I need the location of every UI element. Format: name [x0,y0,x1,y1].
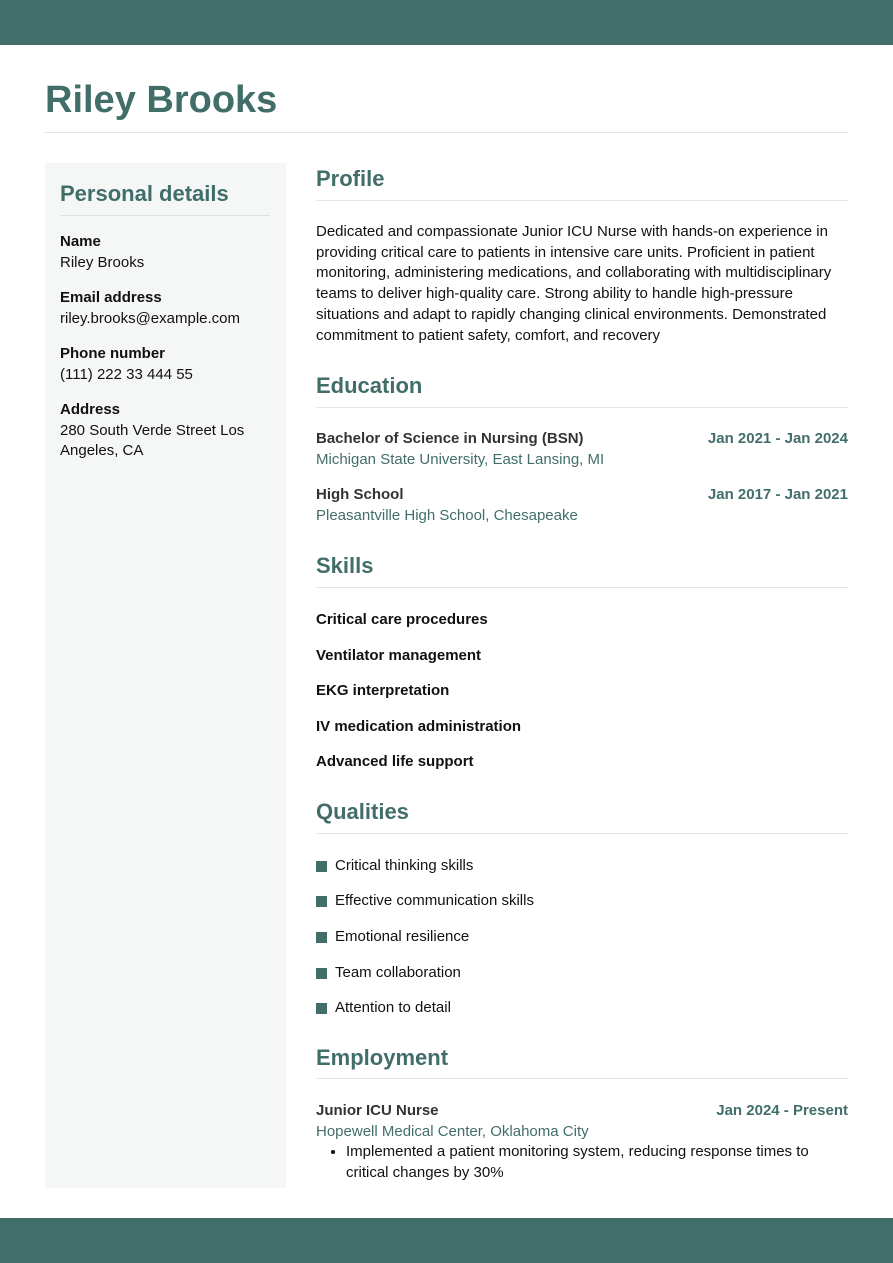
personal-details-heading: Personal details [60,181,229,206]
degree-title: Bachelor of Science in Nursing (BSN) [316,430,584,447]
skills-heading: Skills [316,553,374,578]
detail-value: riley.brooks@example.com [60,309,241,327]
detail-label: Phone number [60,345,166,362]
bottom-color-band [0,1218,893,1263]
quality-text: Attention to detail [335,999,451,1016]
square-bullet-icon [316,896,327,907]
quality-text: Effective communication skills [335,892,534,909]
detail-value: (111) 222 33 444 55 [60,365,193,383]
quality-item [316,963,461,983]
skill-item: Advanced life support [316,753,474,770]
profile-text: Dedicated and compassionate Junior ICU Nurse with hands-on experience in providing critical care to patients in intensive care units. Proficient in patient monitoring, administering medications, and collaborating with multidisciplinary teams to deliver high-quality care. Strong ability to handle high-pressure situations and adapt to rapidly changing clinical environments. Demonstrated commitment to patient safety, comfort, and recovery [316,223,832,344]
skill-item: IV medication administration [316,718,522,735]
education-item [316,485,848,526]
education-dates: Jan 2021 - Jan 2024 [707,430,848,447]
quality-item [316,998,451,1018]
detail-address [60,400,270,462]
education-divider [316,407,848,408]
skill-item: EKG interpretation [316,682,450,699]
quality-text: Emotional resilience [335,928,470,945]
quality-text: Critical thinking skills [335,857,474,874]
qualities-divider [316,833,848,834]
square-bullet-icon [316,932,327,943]
employment-divider [316,1078,848,1079]
employment-item [316,1101,848,1184]
education-dates: Jan 2017 - Jan 2021 [707,486,848,503]
detail-phone [60,344,270,385]
quality-text: Team collaboration [335,964,461,981]
sidebar-divider [60,215,270,216]
degree-title: High School [316,486,404,503]
job-bullets [316,1142,848,1183]
skills-divider [316,587,848,588]
education-item [316,429,848,470]
detail-name [60,232,270,273]
detail-email [60,288,270,329]
square-bullet-icon [316,968,327,979]
detail-value: 280 South Verde Street Los Angeles, CA [60,421,245,459]
quality-item [316,891,534,911]
detail-label: Address [60,401,121,418]
job-dates: Jan 2024 - Present [716,1102,848,1119]
job-company: Hopewell Medical Center, Oklahoma City [316,1122,589,1140]
personal-details-sidebar [45,163,286,1188]
employment-heading: Employment [316,1045,449,1070]
profile-heading: Profile [316,166,385,191]
job-bullet: • Implemented a patient monitoring system, reducing response times to critical changes by 30% [346,1142,848,1183]
detail-value: Riley Brooks [60,253,145,271]
square-bullet-icon [316,1003,327,1014]
profile-divider [316,200,848,201]
resume-name: Riley Brooks [45,79,278,121]
title-divider [45,132,848,133]
detail-label: Email address [60,289,162,306]
skill-item: Ventilator management [316,647,482,664]
quality-item [316,927,469,947]
detail-label: Name [60,233,101,250]
top-color-band [0,0,893,45]
square-bullet-icon [316,861,327,872]
qualities-heading: Qualities [316,799,409,824]
education-heading: Education [316,373,423,398]
institution: Pleasantville High School, Chesapeake [316,506,578,524]
quality-item [316,856,473,876]
skill-item: Critical care procedures [316,611,488,628]
institution: Michigan State University, East Lansing, MI [316,450,605,468]
job-title: Junior ICU Nurse [316,1102,439,1119]
